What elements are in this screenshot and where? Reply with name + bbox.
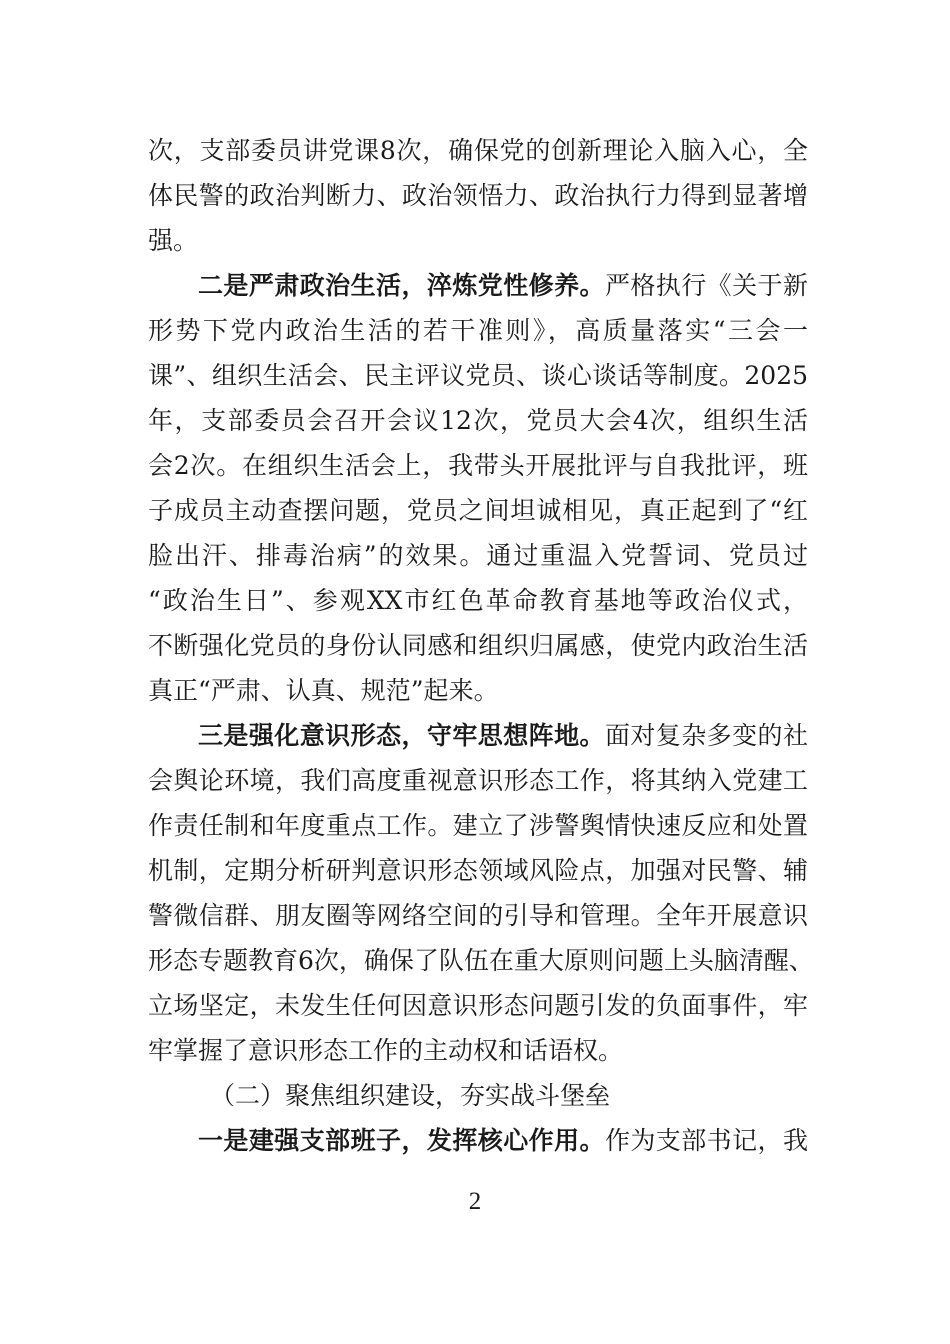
body-line: 不断强化党员的身份认同感和组织归属感，使党内政治生活 <box>148 631 808 660</box>
body-line: 强。 <box>148 226 199 255</box>
body-line: 脸出汗、排毒治病”的效果。通过重温入党誓词、党员过 <box>148 541 808 570</box>
paragraph-lead-bold: 三是强化意识形态，守牢思想阵地。 <box>198 721 605 750</box>
section-heading: （二）聚焦组织建设，夯实战斗堡垒 <box>210 1081 611 1110</box>
paragraph-lead-line: 三是强化意识形态，守牢思想阵地。面对复杂多变的社 <box>198 721 808 750</box>
body-line: 真正“严肃、认真、规范”起来。 <box>148 676 499 705</box>
paragraph-lead-bold: 二是严肃政治生活，淬炼党性修养。 <box>198 271 605 300</box>
body-line: 会2次。在组织生活会上，我带头开展批评与自我批评，班 <box>148 451 808 480</box>
body-line: 警微信群、朋友圈等网络空间的引导和管理。全年开展意识 <box>148 901 808 930</box>
body-line: 次，支部委员讲党课8次，确保党的创新理论入脑入心，全 <box>148 136 808 165</box>
body-line: “政治生日”、参观XX市红色革命教育基地等政治仪式， <box>148 586 808 615</box>
body-line: 课”、组织生活会、民主评议党员、谈心谈话等制度。2025 <box>148 361 808 390</box>
body-line: 子成员主动查摆问题，党员之间坦诚相见，真正起到了“红 <box>148 496 808 525</box>
page-number: 2 <box>468 1188 482 1215</box>
body-line: 体民警的政治判断力、政治领悟力、政治执行力得到显著增 <box>148 181 808 210</box>
paragraph-lead-line: 一是建强支部班子，发挥核心作用。作为支部书记，我 <box>198 1126 808 1155</box>
body-line: 立场坚定，未发生任何因意识形态问题引发的负面事件，牢 <box>148 991 808 1020</box>
body-line: 牢掌握了意识形态工作的主动权和话语权。 <box>148 1036 624 1065</box>
paragraph-lead-line: 二是严肃政治生活，淬炼党性修养。严格执行《关于新 <box>198 271 808 300</box>
body-line: 机制，定期分析研判意识形态领域风险点，加强对民警、辅 <box>148 856 808 885</box>
body-line: 年，支部委员会召开会议12次，党员大会4次，组织生活 <box>148 406 808 435</box>
paragraph-lead-bold: 一是建强支部班子，发挥核心作用。 <box>198 1126 605 1155</box>
document-body <box>148 128 814 1163</box>
body-line: 形态专题教育6次，确保了队伍在重大原则问题上头脑清醒、 <box>148 946 814 975</box>
body-line: 形势下党内政治生活的若干准则》，高质量落实“三会一 <box>148 316 808 345</box>
body-line: 会舆论环境，我们高度重视意识形态工作，将其纳入党建工 <box>148 766 808 795</box>
body-line: 作责任制和年度重点工作。建立了涉警舆情快速反应和处置 <box>148 811 808 840</box>
